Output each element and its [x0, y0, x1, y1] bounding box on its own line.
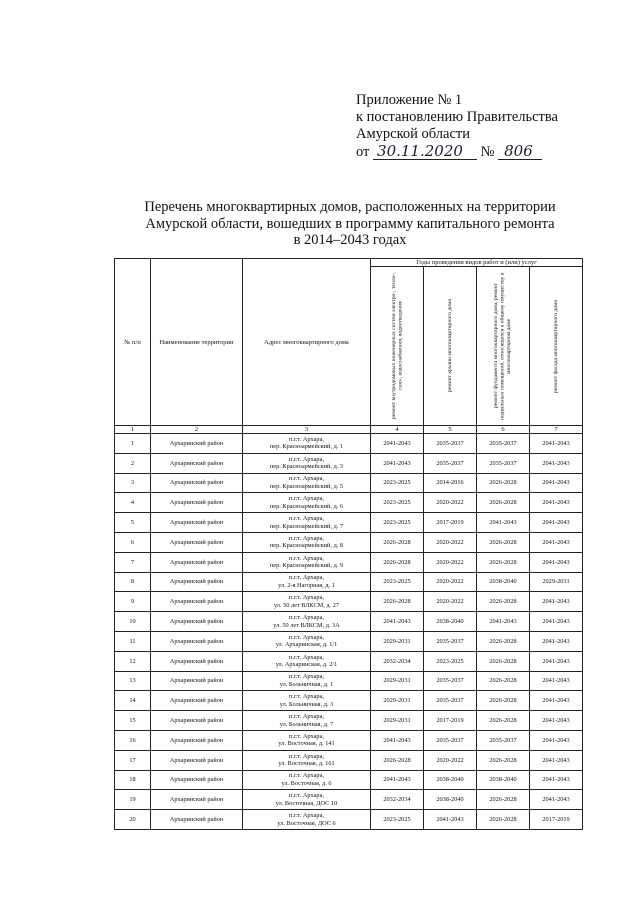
address-cell — [243, 473, 371, 493]
address-settlement: п.г.т. Архара, — [289, 653, 324, 661]
facade-years-cell: 2041-2043 — [530, 552, 583, 572]
address-settlement: п.г.т. Архара, — [289, 475, 324, 483]
appendix-region: Амурской области — [356, 126, 470, 142]
facade-years-cell: 2017-2019 — [530, 810, 583, 830]
table-row — [115, 453, 583, 473]
engineering-years-cell: 2041-2043 — [371, 770, 424, 790]
row-number: 11 — [115, 631, 151, 651]
territory-cell: Архаринский район — [151, 711, 243, 731]
roof-years-cell: 2020-2022 — [424, 572, 477, 592]
address-settlement: п.г.т. Архара, — [289, 594, 324, 602]
row-number: 6 — [115, 532, 151, 552]
territory-cell: Архаринский район — [151, 434, 243, 454]
address-settlement: п.г.т. Архара, — [289, 614, 324, 622]
engineering-years-cell: 2026-2028 — [371, 592, 424, 612]
address-street: ул. Архаринская, д. 1/1 — [275, 641, 338, 649]
roof-years-cell: 2014-2016 — [424, 473, 477, 493]
address-settlement: п.г.т. Архара, — [289, 732, 324, 740]
appendix-decree: к постановлению Правительства — [356, 109, 558, 125]
territory-cell: Архаринский район — [151, 532, 243, 552]
foundation-years-cell: 2026-2028 — [477, 711, 530, 731]
table-row — [115, 770, 583, 790]
address-street: пер. Красноармейский, д. 9 — [269, 562, 344, 570]
header-address: Адрес многоквартирного дома — [243, 259, 371, 426]
address-settlement: п.г.т. Архара, — [289, 792, 324, 800]
engineering-years-cell: 2029-2031 — [371, 711, 424, 731]
address-cell — [243, 453, 371, 473]
foundation-years-cell: 2026-2028 — [477, 691, 530, 711]
row-number: 15 — [115, 711, 151, 731]
facade-years-cell: 2041-2043 — [530, 770, 583, 790]
address-street: пер. Красноармейский, д. 6 — [269, 502, 344, 510]
column-number: 6 — [477, 426, 530, 434]
header-work-roof: ремонт крыши многоквартирного дома — [424, 267, 477, 426]
row-number: 16 — [115, 730, 151, 750]
engineering-years-cell: 2041-2043 — [371, 434, 424, 454]
facade-years-cell: 2041-2043 — [530, 493, 583, 513]
roof-years-cell: 2035-2037 — [424, 671, 477, 691]
roof-years-cell: 2035-2037 — [424, 730, 477, 750]
facade-years-cell: 2041-2043 — [530, 434, 583, 454]
roof-years-cell: 2020-2022 — [424, 532, 477, 552]
column-number: 7 — [530, 426, 583, 434]
territory-cell: Архаринский район — [151, 453, 243, 473]
territory-cell: Архаринский район — [151, 671, 243, 691]
foundation-years-cell: 2026-2028 — [477, 790, 530, 810]
roof-years-cell: 2035-2037 — [424, 434, 477, 454]
territory-cell: Архаринский район — [151, 810, 243, 830]
table-row — [115, 750, 583, 770]
address-street: ул. Восточная, д. 141 — [278, 740, 335, 748]
foundation-years-cell: 2026-2028 — [477, 473, 530, 493]
address-cell — [243, 592, 371, 612]
address-settlement: п.г.т. Архара, — [289, 574, 324, 582]
address-settlement: п.г.т. Архара, — [289, 554, 324, 562]
facade-years-cell: 2041-2043 — [530, 513, 583, 533]
row-number: 14 — [115, 691, 151, 711]
roof-years-cell: 2020-2022 — [424, 592, 477, 612]
territory-cell: Архаринский район — [151, 750, 243, 770]
table-row — [115, 612, 583, 632]
foundation-years-cell: 2026-2028 — [477, 631, 530, 651]
document-heading — [100, 199, 600, 249]
territory-cell: Архаринский район — [151, 493, 243, 513]
foundation-years-cell: 2026-2028 — [477, 493, 530, 513]
address-settlement: п.г.т. Архара, — [289, 515, 324, 523]
roof-years-cell: 2035-2037 — [424, 453, 477, 473]
roof-years-cell: 2023-2025 — [424, 651, 477, 671]
address-settlement: п.г.т. Архара, — [289, 455, 324, 463]
territory-cell: Архаринский район — [151, 651, 243, 671]
table-row — [115, 790, 583, 810]
address-street: пер. Красноармейский, д. 5 — [269, 482, 344, 490]
facade-years-cell: 2041-2043 — [530, 612, 583, 632]
table-row — [115, 572, 583, 592]
foundation-years-cell: 2026-2028 — [477, 552, 530, 572]
table-row — [115, 671, 583, 691]
appendix-title: Приложение № 1 — [356, 92, 463, 108]
heading-line-3: в 2014–2043 годах — [293, 232, 407, 248]
foundation-years-cell: 2035-2037 — [477, 453, 530, 473]
facade-years-cell: 2041-2043 — [530, 711, 583, 731]
foundation-years-cell: 2026-2028 — [477, 592, 530, 612]
territory-cell: Архаринский район — [151, 612, 243, 632]
header-work-engineering: ремонт внутридомовых инженерных систем электро-, тепло-, газо-, водоснабжения, водоотведения — [371, 267, 424, 426]
header-territory: Наименование территории — [151, 259, 243, 426]
address-street: ул. Восточная, д. 161 — [278, 760, 335, 768]
facade-years-cell: 2041-2043 — [530, 631, 583, 651]
table-row — [115, 473, 583, 493]
address-cell — [243, 434, 371, 454]
address-cell — [243, 770, 371, 790]
row-number: 2 — [115, 453, 151, 473]
address-street: ул. Больничная, д. 7 — [279, 720, 334, 728]
roof-years-cell: 2035-2037 — [424, 631, 477, 651]
address-cell — [243, 493, 371, 513]
address-cell — [243, 671, 371, 691]
table-row — [115, 434, 583, 454]
facade-years-cell: 2041-2043 — [530, 453, 583, 473]
territory-cell: Архаринский район — [151, 592, 243, 612]
address-street: ул. 50 лет ВЛКСМ, д. 3А — [273, 621, 340, 629]
row-number: 5 — [115, 513, 151, 533]
address-street: ул. Больничная, д. 3 — [279, 700, 334, 708]
territory-cell: Архаринский район — [151, 572, 243, 592]
facade-years-cell: 2041-2043 — [530, 750, 583, 770]
roof-years-cell: 2020-2022 — [424, 552, 477, 572]
facade-years-cell: 2041-2043 — [530, 671, 583, 691]
table-row — [115, 691, 583, 711]
row-number: 9 — [115, 592, 151, 612]
address-cell — [243, 572, 371, 592]
row-number: 3 — [115, 473, 151, 493]
handwritten-number: 806 — [498, 143, 542, 160]
engineering-years-cell: 2032-2034 — [371, 790, 424, 810]
engineering-years-cell: 2023-2025 — [371, 513, 424, 533]
table-row — [115, 513, 583, 533]
row-number: 19 — [115, 790, 151, 810]
engineering-years-cell: 2029-2031 — [371, 631, 424, 651]
territory-cell: Архаринский район — [151, 552, 243, 572]
foundation-years-cell: 2038-2040 — [477, 572, 530, 592]
address-cell — [243, 790, 371, 810]
foundation-years-cell: 2026-2028 — [477, 532, 530, 552]
houses-table — [114, 258, 583, 830]
roof-years-cell: 2035-2037 — [424, 691, 477, 711]
table-row — [115, 730, 583, 750]
row-number: 13 — [115, 671, 151, 691]
roof-years-cell: 2041-2043 — [424, 810, 477, 830]
table-row — [115, 651, 583, 671]
address-street: ул. Восточная, ДОС 10 — [275, 799, 338, 807]
row-number: 17 — [115, 750, 151, 770]
facade-years-cell: 2041-2043 — [530, 651, 583, 671]
row-number: 20 — [115, 810, 151, 830]
facade-years-cell: 2041-2043 — [530, 473, 583, 493]
roof-years-cell: 2038-2040 — [424, 770, 477, 790]
address-street: ул. Восточная, д. 6 — [281, 779, 332, 787]
heading-line-1: Перечень многоквартирных домов, расположенных на территории — [144, 199, 556, 215]
facade-years-cell: 2041-2043 — [530, 691, 583, 711]
address-street: пер. Красноармейский, д. 3 — [269, 463, 344, 471]
facade-years-cell: 2041-2043 — [530, 532, 583, 552]
facade-years-cell: 2029-2031 — [530, 572, 583, 592]
appendix-block — [356, 92, 558, 161]
address-settlement: п.г.т. Архара, — [289, 693, 324, 701]
column-number: 1 — [115, 426, 151, 434]
foundation-years-cell: 2026-2028 — [477, 671, 530, 691]
row-number: 18 — [115, 770, 151, 790]
table-row — [115, 532, 583, 552]
facade-years-cell: 2041-2043 — [530, 790, 583, 810]
address-settlement: п.г.т. Архара, — [289, 633, 324, 641]
row-number: 4 — [115, 493, 151, 513]
facade-years-cell: 2041-2043 — [530, 592, 583, 612]
roof-years-cell: 2038-2040 — [424, 612, 477, 632]
foundation-years-cell: 2041-2043 — [477, 513, 530, 533]
address-street: пер. Красноармейский, д. 1 — [269, 443, 344, 451]
address-settlement: п.г.т. Архара, — [289, 495, 324, 503]
engineering-years-cell: 2029-2031 — [371, 691, 424, 711]
engineering-years-cell: 2041-2043 — [371, 730, 424, 750]
row-number: 12 — [115, 651, 151, 671]
address-cell — [243, 631, 371, 651]
heading-line-2: Амурской области, вошедших в программу капитального ремонта — [145, 215, 555, 232]
roof-years-cell: 2020-2022 — [424, 750, 477, 770]
table-row — [115, 810, 583, 830]
address-street: ул. Восточная, ДОС 6 — [277, 819, 336, 827]
address-settlement: п.г.т. Архара, — [289, 812, 324, 820]
address-cell — [243, 711, 371, 731]
ot-label: от — [356, 144, 370, 160]
foundation-years-cell: 2026-2028 — [477, 810, 530, 830]
address-cell — [243, 750, 371, 770]
header-years-group: Годы проведения видов работ и (или) услуг — [371, 259, 583, 267]
roof-years-cell: 2020-2022 — [424, 493, 477, 513]
address-street: ул. 50 лет ВЛКСМ, д. 27 — [273, 601, 340, 609]
foundation-years-cell: 2038-2040 — [477, 770, 530, 790]
address-cell — [243, 691, 371, 711]
address-cell — [243, 513, 371, 533]
territory-cell: Архаринский район — [151, 631, 243, 651]
address-cell — [243, 810, 371, 830]
column-number: 2 — [151, 426, 243, 434]
foundation-years-cell: 2035-2037 — [477, 730, 530, 750]
address-settlement: п.г.т. Архара, — [289, 534, 324, 542]
address-street: ул. Архаринская, д. 2/1 — [275, 661, 338, 669]
engineering-years-cell: 2023-2025 — [371, 572, 424, 592]
row-number: 1 — [115, 434, 151, 454]
address-street: ул. 2-я Нагорная, д. 1 — [278, 581, 335, 589]
foundation-years-cell: 2026-2028 — [477, 750, 530, 770]
column-number-row — [115, 426, 583, 434]
row-number: 7 — [115, 552, 151, 572]
number-label: № — [480, 144, 495, 160]
territory-cell: Архаринский район — [151, 513, 243, 533]
address-settlement: п.г.т. Архара, — [289, 673, 324, 681]
roof-years-cell: 2017-2019 — [424, 513, 477, 533]
engineering-years-cell: 2023-2025 — [371, 493, 424, 513]
address-cell — [243, 552, 371, 572]
row-number: 8 — [115, 572, 151, 592]
roof-years-cell: 2038-2040 — [424, 790, 477, 810]
address-cell — [243, 651, 371, 671]
engineering-years-cell: 2023-2025 — [371, 473, 424, 493]
table-row — [115, 493, 583, 513]
foundation-years-cell: 2026-2028 — [477, 651, 530, 671]
territory-cell: Архаринский район — [151, 691, 243, 711]
address-settlement: п.г.т. Архара, — [289, 772, 324, 780]
engineering-years-cell: 2026-2028 — [371, 552, 424, 572]
row-number: 10 — [115, 612, 151, 632]
territory-cell: Архаринский район — [151, 770, 243, 790]
engineering-years-cell: 2041-2043 — [371, 453, 424, 473]
column-number: 3 — [243, 426, 371, 434]
engineering-years-cell: 2032-2034 — [371, 651, 424, 671]
engineering-years-cell: 2026-2028 — [371, 532, 424, 552]
roof-years-cell: 2017-2019 — [424, 711, 477, 731]
address-street: ул. Больничная, д. 1 — [279, 680, 334, 688]
territory-cell: Архаринский район — [151, 790, 243, 810]
table-row — [115, 592, 583, 612]
address-street: пер. Красноармейский, д. 8 — [269, 542, 344, 550]
address-settlement: п.г.т. Архара, — [289, 435, 324, 443]
handwritten-date: 30.11.2020 — [373, 143, 477, 160]
engineering-years-cell: 2023-2025 — [371, 810, 424, 830]
territory-cell: Архаринский район — [151, 730, 243, 750]
engineering-years-cell: 2029-2031 — [371, 671, 424, 691]
engineering-years-cell: 2026-2028 — [371, 750, 424, 770]
header-work-foundation: ремонт фундамента многоквартирного дома, ремонт подвальных помещений, относящихся к общему имуществу в многоквартирном доме — [477, 267, 530, 426]
header-work-facade: ремонт фасада многоквартирного дома — [530, 267, 583, 426]
foundation-years-cell: 2041-2043 — [477, 612, 530, 632]
facade-years-cell: 2041-2043 — [530, 730, 583, 750]
table-row — [115, 711, 583, 731]
address-street: пер. Красноармейский, д. 7 — [269, 522, 344, 530]
address-cell — [243, 730, 371, 750]
address-cell — [243, 532, 371, 552]
column-number: 5 — [424, 426, 477, 434]
address-settlement: п.г.т. Архара, — [289, 713, 324, 721]
column-number: 4 — [371, 426, 424, 434]
engineering-years-cell: 2041-2043 — [371, 612, 424, 632]
territory-cell: Архаринский район — [151, 473, 243, 493]
foundation-years-cell: 2035-2037 — [477, 434, 530, 454]
header-num: № п/п — [115, 259, 151, 426]
address-cell — [243, 612, 371, 632]
address-settlement: п.г.т. Архара, — [289, 752, 324, 760]
table-row — [115, 631, 583, 651]
table-row — [115, 552, 583, 572]
appendix-date-number — [356, 143, 558, 161]
